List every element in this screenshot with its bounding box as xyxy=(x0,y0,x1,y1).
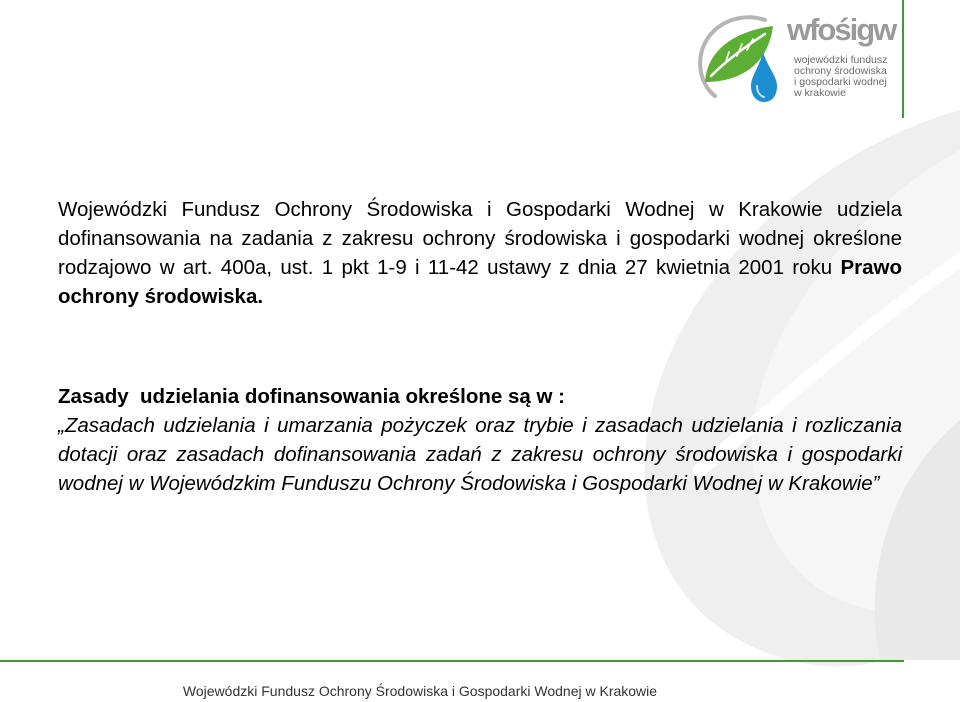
rules-heading: Zasady udzielania dofinansowania określone są w : xyxy=(58,385,565,408)
footer-divider xyxy=(0,660,904,662)
logo-subtitle-line: w krakowie xyxy=(794,87,846,99)
wfosigw-logo xyxy=(695,8,895,113)
logo-subtitle-line: ochrony środowiska xyxy=(794,65,887,77)
intro-paragraph-text: Wojewódzki Fundusz Ochrony Środowiska i Gospodarki Wodnej w Krakowie udziela dofinansowania na zadania z zakresu ochrony środowiska i gospodarki wodnej określone rodzajowo w art. 400a, ust. 1 pkt 1-9 i 11-42 ustawy z dnia 27 kwietnia 2001 roku xyxy=(58,198,902,279)
intro-paragraph-end: . xyxy=(257,285,264,308)
logo-subtitle-line: i gospodarki wodnej xyxy=(794,76,887,88)
intro-paragraph xyxy=(58,195,902,311)
leaf-drop-logo-icon xyxy=(695,12,783,108)
footer-text: Wojewódzki Fundusz Ochrony Środowiska i Gospodarki Wodnej w Krakowie xyxy=(182,683,658,699)
logo-wordmark: wfośigw xyxy=(787,12,896,47)
rules-document-title: „Zasadach udzielania i umarzania pożyczek oraz trybie i zasadach udzielania i rozliczania dotacji oraz zasadach dofinansowania zadań z zakresu ochrony środowiska i gospodarki wodnej w Wojewódzkim Funduszu Ochrony Środowiska i Gospodarki Wodnej w Krakowie” xyxy=(58,414,902,495)
logo-subtitle-line: wojewódzki fundusz xyxy=(794,54,888,66)
logo-subtitle xyxy=(794,55,904,99)
intro-paragraph-law-name: Prawo ochrony środowiska xyxy=(58,256,902,308)
